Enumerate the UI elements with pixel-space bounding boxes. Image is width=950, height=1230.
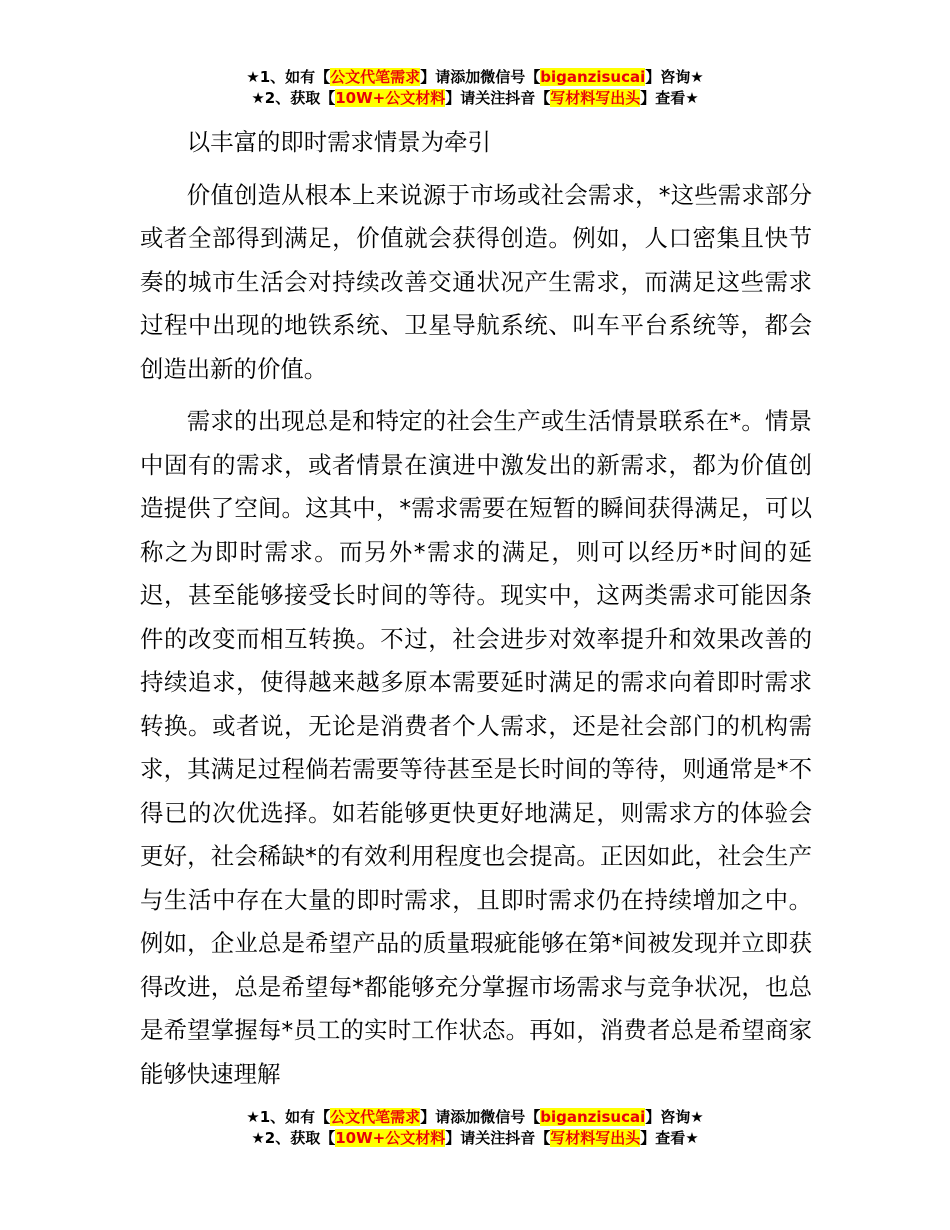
paragraph-1: 价值创造从根本上来说源于市场或社会需求，*这些需求部分或者全部得到满足，价值就会获得创造。例如，人口密集且快节奏的城市生活会对持续改善交通状况产生需求，而满足这些需求过程中出现的地铁系统、卫星导航系统、叫车平台系统等，都会创造出新的价值。 <box>140 180 812 383</box>
footer-banner <box>0 1107 950 1149</box>
section-title: 以丰富的即时需求情景为牵引 <box>186 128 491 156</box>
paragraph-2: 需求的出现总是和特定的社会生产或生活情景联系在*。情景中固有的需求，或者情景在演进中激发出的新需求，都为价值创造提供了空间。这其中，*需求需要在短暂的瞬间获得满足，可以称之为即时需求。而另外*需求的满足，则可以经历*时间的延迟，甚至能够接受长时间的等待。现实中，这两类需求可能因条件的改变而相互转换。不过，社会进步对效率提升和效果改善的持续追求，使得越来越多原本需要延时满足的需求向着即时需求转换。或者说，无论是消费者个人需求，还是社会部门的机构需求，其满足过程倘若需要等待甚至是长时间的等待，则通常是*不得已的次优选择。如若能够更快更好地满足，则需求方的体验会更好，社会稀缺*的有效利用程度也会提高。正因如此，社会生产与生活中存在大量的即时需求，且即时需求仍在持续增加之中。例如，企业总是希望产品的质量瑕疵能够在第*间被发现并立即获得改进，总是希望每*都能够充分掌握市场需求与竞争状况，也总是希望掌握每*员工的实时工作状态。再如，消费者总是希望商家能够快速理解 <box>140 407 812 1088</box>
footer-line-2: ★2、获取【10W+公文材料】请关注抖音【写材料写出头】查看★ <box>251 1129 699 1147</box>
banner-highlight-materials: 10W+公文材料 <box>335 89 446 107</box>
banner-line-2: ★2、获取【10W+公文材料】请关注抖音【写材料写出头】查看★ <box>251 89 699 107</box>
banner-line-1: ★1、如有【公文代笔需求】请添加微信号【biganzisucai】咨询★ <box>246 68 704 86</box>
banner-highlight-wechat: biganzisucai <box>540 68 646 86</box>
document-body <box>140 121 812 1096</box>
footer-line-1: ★1、如有【公文代笔需求】请添加微信号【biganzisucai】咨询★ <box>246 1108 704 1126</box>
footer-highlight-douyin: 写材料写出头 <box>550 1129 641 1147</box>
banner-highlight-douyin: 写材料写出头 <box>550 89 641 107</box>
banner-highlight-service: 公文代笔需求 <box>330 68 421 86</box>
footer-highlight-materials: 10W+公文材料 <box>335 1129 446 1147</box>
footer-highlight-service: 公文代笔需求 <box>330 1108 421 1126</box>
header-banner <box>0 67 950 109</box>
footer-highlight-wechat: biganzisucai <box>540 1108 646 1126</box>
